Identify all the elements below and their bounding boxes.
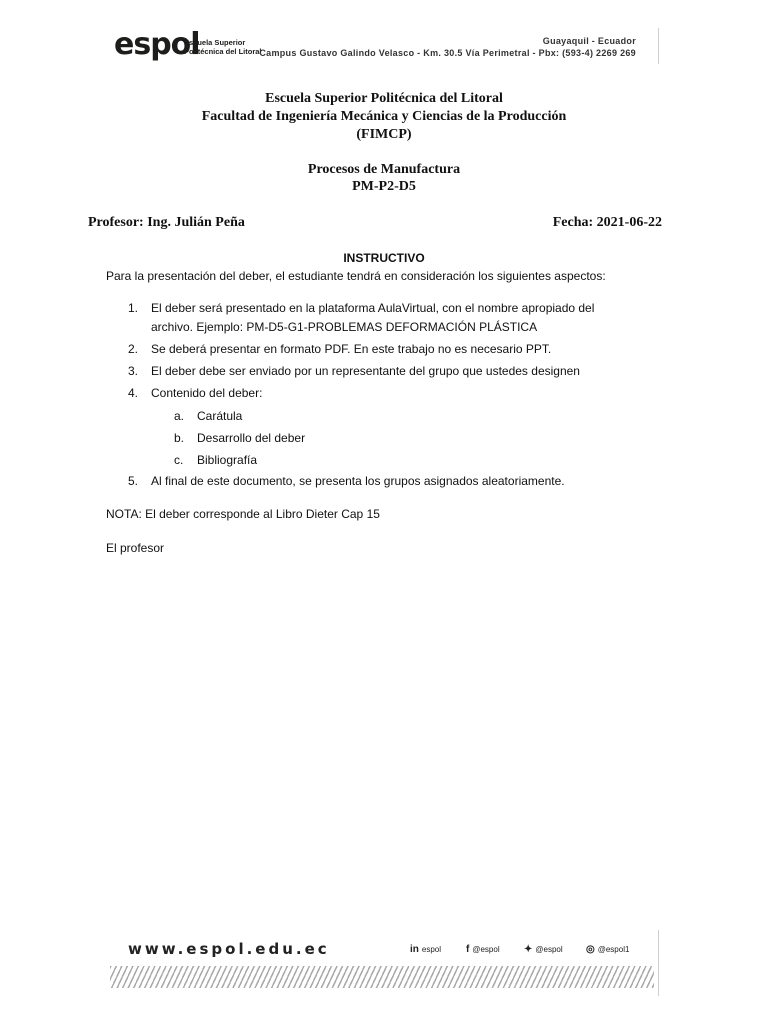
footer-divider — [658, 930, 659, 996]
sublist-item: Desarrollo del deber — [197, 431, 306, 445]
course-name: Procesos de Manufactura — [307, 162, 461, 177]
faculty-abbr: (FIMCP) — [356, 127, 412, 142]
list-item: El deber debe ser enviado por un representante del grupo que ustedes designen — [151, 364, 580, 378]
logo-sub-line1: Escuela Superior — [184, 38, 246, 47]
sublist-item: Carátula — [197, 409, 243, 423]
list-item-continuation: archivo. Ejemplo: PM-D5-G1-PROBLEMAS DEFORMACIÓN PLÁSTICA — [151, 320, 538, 334]
footer-linkedin[interactable] — [410, 944, 441, 955]
logo-sub-line2: Politécnica del Litoral — [184, 47, 262, 56]
instagram-handle: @espol1 — [597, 945, 630, 954]
twitter-handle: @espol — [535, 945, 563, 954]
facebook-handle: @espol — [472, 945, 500, 954]
list-item: El deber será presentado en la plataforma AulaVirtual, con el nombre apropiado del — [151, 301, 595, 315]
instagram-icon: ◎ — [586, 944, 595, 955]
footer-website-link[interactable]: www.espol.edu.ec — [128, 940, 330, 958]
course-code: PM-P2-D5 — [352, 179, 416, 194]
footer-twitter[interactable] — [524, 944, 563, 955]
header-city: Guayaquil - Ecuador — [542, 36, 636, 46]
profesor-line: Profesor: Ing. Julián Peña — [88, 215, 245, 230]
list-item-number: 5. — [128, 474, 139, 488]
instructivo-intro: Para la presentación del deber, el estudiante tendrá en consideración los siguientes aspectos: — [106, 269, 606, 283]
list-item: Contenido del deber: — [151, 386, 263, 400]
facebook-icon: f — [466, 944, 470, 955]
nota: NOTA: El deber corresponde al Libro Dieter Cap 15 — [106, 507, 380, 521]
footer-stripe-decoration — [110, 966, 654, 988]
fecha-line: Fecha: 2021-06-22 — [552, 215, 662, 230]
logo-subtitle — [184, 38, 262, 56]
sublist-item: Bibliografía — [197, 453, 258, 467]
footer-facebook[interactable] — [466, 944, 500, 955]
list-item: Al final de este documento, se presenta los grupos asignados aleatoriamente. — [151, 474, 565, 488]
sublist-item-letter: c. — [174, 453, 184, 467]
linkedin-handle: espol — [421, 945, 442, 954]
sublist-item-letter: b. — [174, 431, 185, 445]
list-item: Se deberá presentar en formato PDF. En este trabajo no es necesario PPT. — [151, 342, 552, 356]
firma: El profesor — [106, 541, 165, 555]
faculty-name: Facultad de Ingeniería Mecánica y Ciencias de la Producción — [201, 109, 567, 124]
list-item-number: 1. — [128, 301, 139, 315]
sublist-item-letter: a. — [174, 409, 185, 423]
list-item-number: 4. — [128, 386, 139, 400]
footer-instagram[interactable] — [586, 944, 629, 955]
linkedin-icon: in — [410, 944, 419, 955]
header-address: Campus Gustavo Galindo Velasco - Km. 30.5 Vía Perimetral - Pbx: (593-4) 2269 269 — [259, 48, 636, 58]
espol-logo: espol — [114, 27, 200, 62]
twitter-icon: ✦ — [524, 944, 533, 955]
institution-name: Escuela Superior Politécnica del Litoral — [265, 91, 503, 106]
header-divider — [658, 28, 659, 64]
instructivo-heading: INSTRUCTIVO — [343, 251, 425, 265]
list-item-number: 2. — [128, 342, 139, 356]
list-item-number: 3. — [128, 364, 139, 378]
